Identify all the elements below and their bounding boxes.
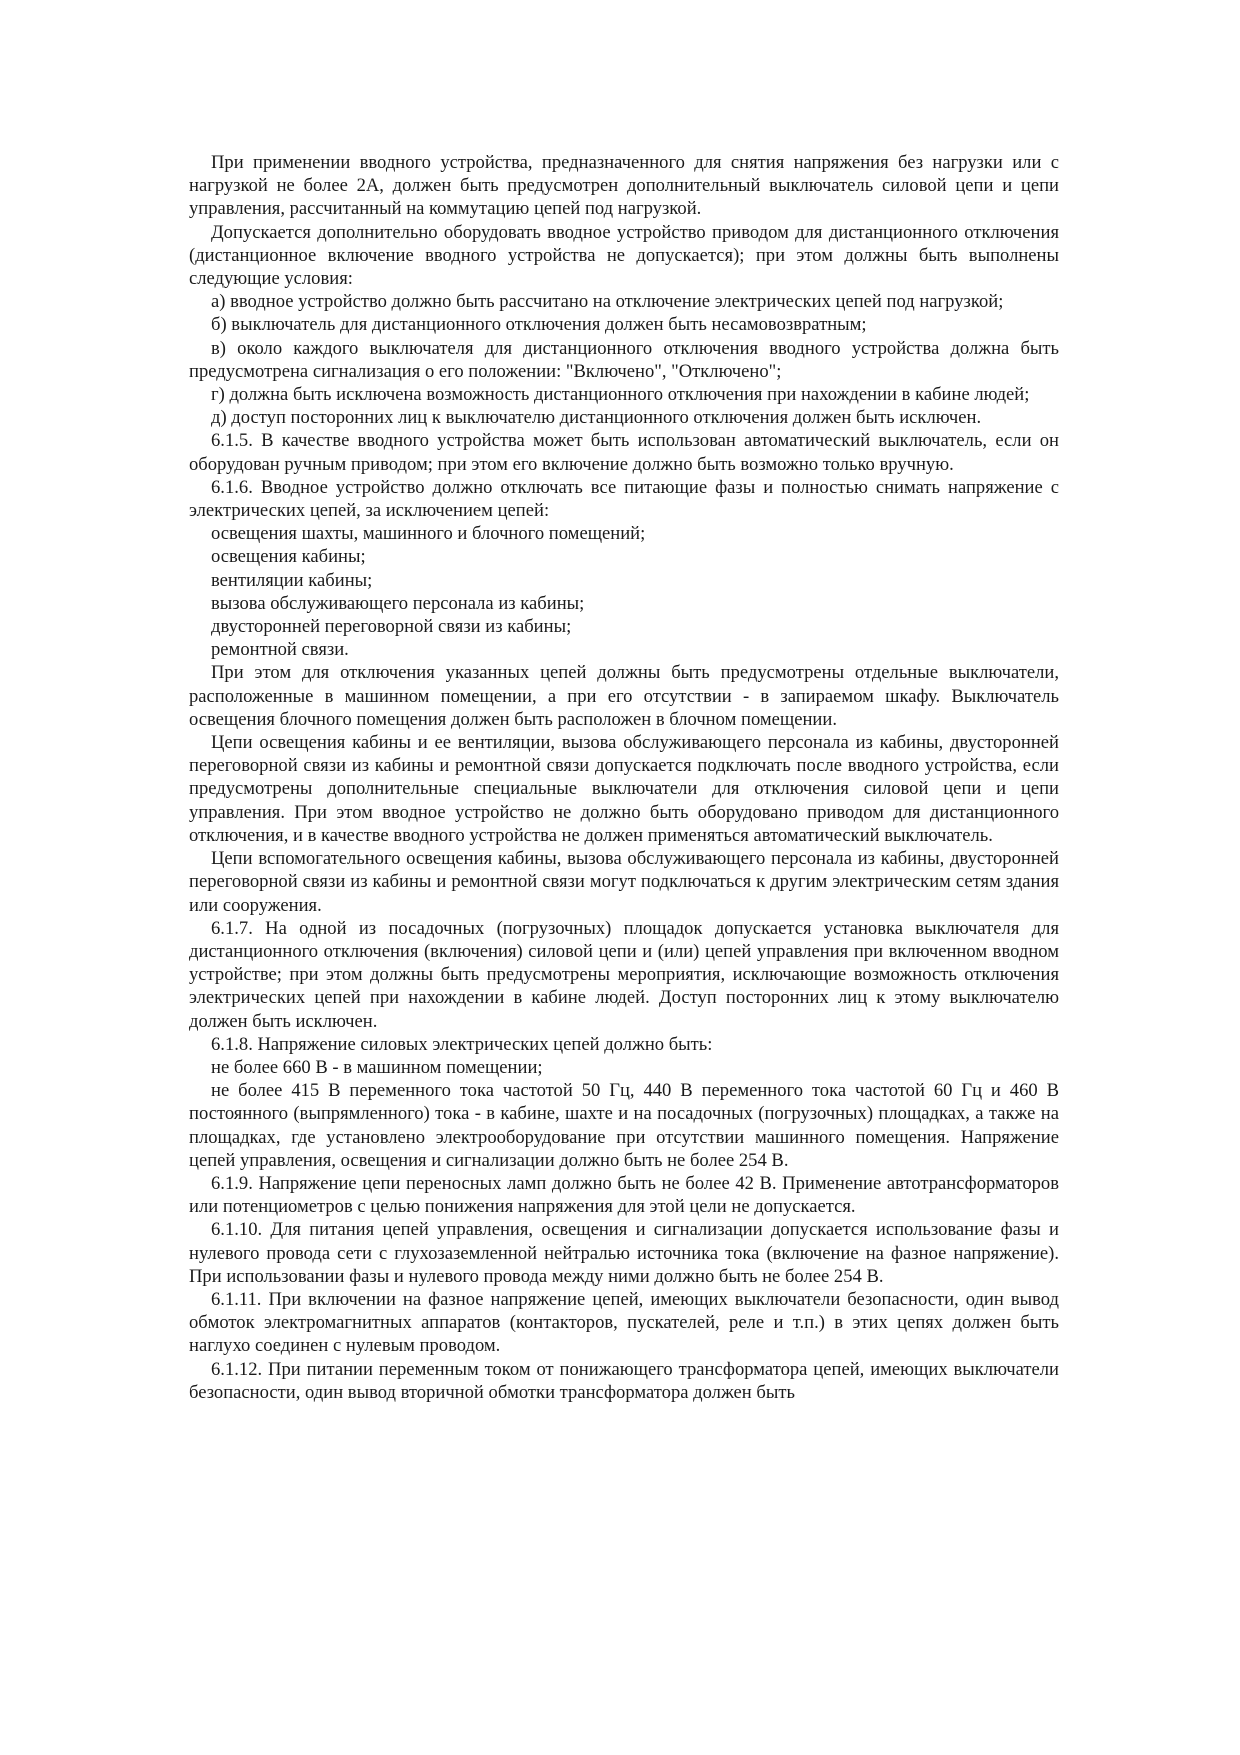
exception-item: освещения кабины; [211, 546, 366, 568]
exception-item: вентиляции кабины; [211, 569, 373, 591]
document-page [189, 151, 1059, 1404]
paragraph-separate-switches: При этом для отключения указанных цепей должны быть предусмотрены отдельные выключатели, расположенные в машинном помещении, а при его отсутствии - в запираемом шкафу. Выключатель освещения блочного помещения должен быть расположен в блочном помещении. [189, 662, 1059, 730]
paragraph-6-1-12: 6.1.12. При питании переменным током от понижающего трансформатора цепей, имеющих выключатели безопасности, один вывод вторичной обмотки трансформатора должен быть [189, 1358, 1059, 1403]
paragraph-remote-drive: Допускается дополнительно оборудовать вводное устройство приводом для дистанционного отключения (дистанционное включение вводного устройства не допускается); при этом должны быть выполнены следующие условия: [189, 221, 1059, 290]
paragraph-cabin-circuits: Цепи освещения кабины и ее вентиляции, вызова обслуживающего персонала из кабины, двусторонней переговорной связи из кабины и ремонтной связи допускается подключать после вводного устройства, если предусмотрены дополнительные специальные выключатели для отключения силовой цепи и цепи управления. При этом вводное устройство не должно быть оборудовано приводом для дистанционного отключения, и в качестве вводного устройства не должен применяться автоматический выключатель. [189, 732, 1059, 846]
list-item-v: в) около каждого выключателя для дистанционного отключения вводного устройства должна быть предусмотрена сигнализация о его положении: "Включено", "Отключено"; [189, 337, 1059, 382]
paragraph-intro: При применении вводного устройства, предназначенного для снятия напряжения без нагрузки или с нагрузкой не более 2А, должен быть предусмотрен дополнительный выключатель силовой цепи и цепи управления, рассчитанный на коммутацию цепей под нагрузкой. [189, 152, 1059, 220]
exception-item: ремонтной связи. [211, 639, 349, 661]
paragraph-6-1-7: 6.1.7. На одной из посадочных (погрузочных) площадок допускается установка выключателя для дистанционного отключения (включения) силовой цепи и (или) цепей управления при включенном вводном устройстве; при этом должны быть предусмотрены мероприятия, исключающие возможность отключения электрических цепей при нахождении в кабине людей. Доступ посторонних лиц к этому выключателю должен быть исключен. [189, 917, 1059, 1032]
exception-item: вызова обслуживающего персонала из кабины; [211, 592, 585, 614]
paragraph-6-1-6: 6.1.6. Вводное устройство должно отключать все питающие фазы и полностью снимать напряжение с электрических цепей, за исключением цепей: [189, 476, 1059, 522]
voltage-item-cabin: не более 415 В переменного тока частотой 50 Гц, 440 В переменного тока частотой 60 Гц и 460 В постоянного (выпрямленного) тока - в кабине, шахте и на посадочных (погрузочных) площадках, а также на площадках, где установлено электрооборудование при отсутствии машинного помещения. Напряжение цепей управления, освещения и сигнализации должно быть не более 254 В. [189, 1080, 1059, 1171]
paragraph-6-1-5: 6.1.5. В качестве вводного устройства может быть использован автоматический выключатель, если он оборудован ручным приводом; при этом его включение должно быть возможно только вручную. [189, 430, 1059, 475]
paragraph-auxiliary-circuits: Цепи вспомогательного освещения кабины, вызова обслуживающего персонала из кабины, двусторонней переговорной связи из кабины и ремонтной связи могут подключаться к другим электрическим сетям здания или сооружения. [189, 848, 1059, 916]
list-item-b: б) выключатель для дистанционного отключения должен быть несамовозвратным; [211, 314, 867, 336]
exception-item: освещения шахты, машинного и блочного помещений; [211, 523, 646, 545]
paragraph-6-1-9: 6.1.9. Напряжение цепи переносных ламп должно быть не более 42 В. Применение автотрансформаторов или потенциометров с целью понижения напряжения для этой цели не допускается. [189, 1172, 1059, 1218]
list-item-a: а) вводное устройство должно быть рассчитано на отключение электрических цепей под нагрузкой; [211, 291, 1004, 313]
exception-item: двусторонней переговорной связи из кабины; [211, 616, 572, 638]
list-item-d: д) доступ посторонних лиц к выключателю дистанционного отключения должен быть исключен. [211, 407, 982, 429]
list-item-g: г) должна быть исключена возможность дистанционного отключения при нахождении в кабине людей; [211, 384, 1030, 406]
paragraph-6-1-11: 6.1.11. При включении на фазное напряжение цепей, имеющих выключатели безопасности, один вывод обмоток электромагнитных аппаратов (контакторов, пускателей, реле и т.п.) в этих цепях должен быть наглухо соединен с нулевым проводом. [189, 1288, 1059, 1357]
paragraph-6-1-8: 6.1.8. Напряжение силовых электрических цепей должно быть: [211, 1033, 713, 1055]
paragraph-6-1-10: 6.1.10. Для питания цепей управления, освещения и сигнализации допускается использование фазы и нулевого провода сети с глухозаземленной нейтралью источника тока (включение на фазное напряжение). При использовании фазы и нулевого провода между ними должно быть не более 254 В. [189, 1219, 1059, 1287]
voltage-item-machine-room: не более 660 В - в машинном помещении; [211, 1056, 543, 1078]
